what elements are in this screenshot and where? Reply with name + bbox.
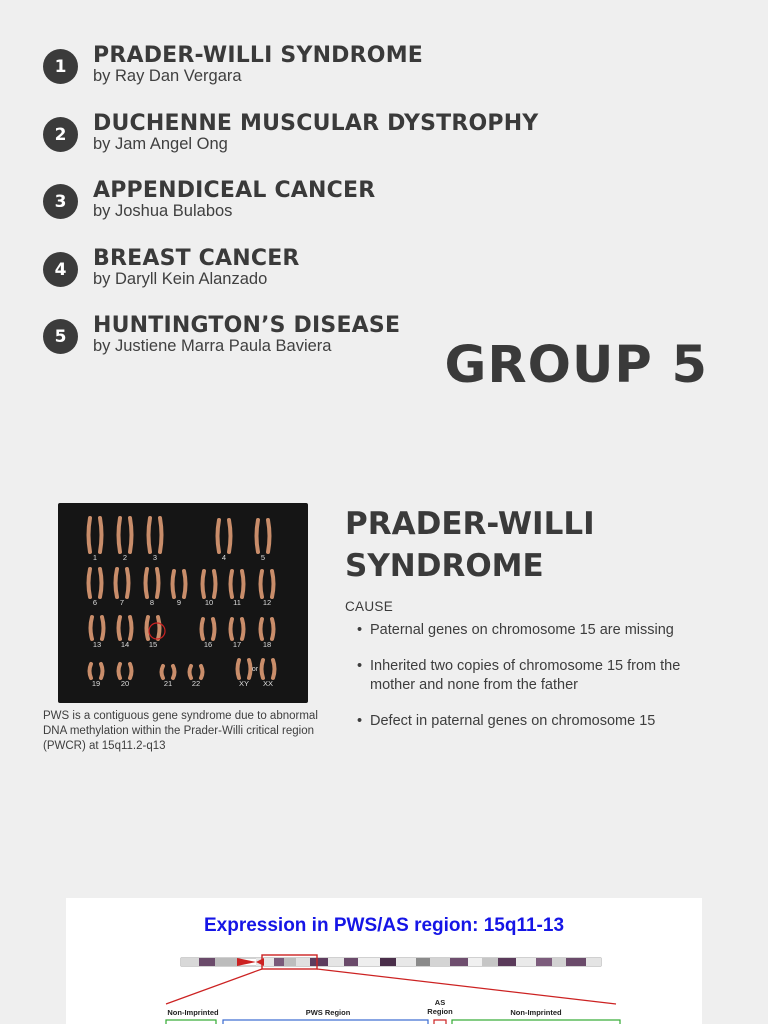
chromosome-shape xyxy=(130,664,132,678)
chromosome-label: 6 xyxy=(92,598,98,607)
chromosome-shape xyxy=(149,518,151,552)
chromosome-shape xyxy=(101,664,103,678)
topic-title: BREAST CANCER xyxy=(93,246,300,271)
topic-number-badge: 5 xyxy=(43,319,78,354)
chromosome-shape xyxy=(231,619,233,639)
chromosome-shape xyxy=(218,520,220,552)
chromosome-label: 13 xyxy=(92,640,102,649)
chromosome-label: 14 xyxy=(120,640,130,649)
section-title-line: PRADER-WILLI xyxy=(345,506,595,542)
chromosome-label: 7 xyxy=(119,598,125,607)
chromosome-shape xyxy=(100,569,102,597)
chromosome-label: 1 xyxy=(92,553,98,562)
section-title xyxy=(345,503,725,587)
chromosome-shape xyxy=(201,666,203,678)
chromosome-shape xyxy=(257,520,259,552)
chromosome-shape xyxy=(203,571,205,597)
cause-list xyxy=(357,621,727,748)
chromosome-shape xyxy=(158,617,160,639)
chromosome-shape xyxy=(119,617,121,639)
chromosome-label: 15 xyxy=(148,640,158,649)
chromosome-shape xyxy=(119,664,121,678)
topic-number-badge: 3 xyxy=(43,184,78,219)
ideogram-bands xyxy=(181,955,601,969)
chromosome-label: XX xyxy=(262,679,274,688)
section-title-line: SYNDROME xyxy=(345,548,544,584)
topic-title: DUCHENNE MUSCULAR DYSTROPHY xyxy=(93,111,539,136)
chromosome-shape xyxy=(261,571,263,597)
chromosome-label: 12 xyxy=(262,598,272,607)
karyotype-image xyxy=(58,503,308,703)
chromosome-shape xyxy=(268,520,270,552)
chromosome-shape xyxy=(89,518,91,552)
chromosome-label: XY xyxy=(238,679,250,688)
cause-item: • Defect in paternal genes on chromosome 15 xyxy=(357,712,727,731)
chromosome-shape xyxy=(214,571,216,597)
label-pws-region: PWS Region xyxy=(305,1008,351,1017)
topic-item xyxy=(43,178,603,238)
chromosome-shape xyxy=(173,571,175,597)
topic-number-badge: 1 xyxy=(43,49,78,84)
chromosome-label: 10 xyxy=(204,598,214,607)
topic-author: by Joshua Bulabos xyxy=(93,202,233,220)
topic-number-badge: 2 xyxy=(43,117,78,152)
figure-title: Expression in PWS/AS region: 15q11-13 xyxy=(203,915,565,936)
chromosome-label: 4 xyxy=(221,553,227,562)
cause-item: • Paternal genes on chromosome 15 are missing xyxy=(357,621,727,640)
chromosome-shape xyxy=(249,660,251,678)
chromosome-shape xyxy=(116,569,118,597)
chromosome-shape xyxy=(273,660,275,678)
cause-label: CAUSE xyxy=(345,599,394,614)
chromosome-label: 20 xyxy=(120,679,130,688)
chromosome-ideogram xyxy=(66,898,702,1024)
chromosome-label: 16 xyxy=(203,640,213,649)
chromosome-shape xyxy=(89,569,91,597)
chromosome-label: 8 xyxy=(149,598,155,607)
chromosome-shape xyxy=(127,569,129,597)
chromosome-shape xyxy=(229,520,231,552)
chromosome-label: 2 xyxy=(122,553,128,562)
expression-figure xyxy=(66,898,702,1024)
chromosome-shape xyxy=(173,666,175,678)
topic-author: by Jam Angel Ong xyxy=(93,135,228,153)
topic-title: HUNTINGTON’S DISEASE xyxy=(93,313,401,338)
chromosome-shape xyxy=(91,617,93,639)
chromosome-shape xyxy=(90,664,92,678)
chromosome-shape xyxy=(238,660,240,678)
label-non-imprinted-left: Non-Imprinted xyxy=(167,1008,219,1017)
topic-title: APPENDICEAL CANCER xyxy=(93,178,376,203)
chromosome-shape xyxy=(213,619,215,639)
chromosome-shape xyxy=(202,619,204,639)
topic-item xyxy=(43,43,603,103)
topic-title: PRADER-WILLI SYNDROME xyxy=(93,43,424,68)
topic-author: by Ray Dan Vergara xyxy=(93,67,242,85)
chromosome-shape xyxy=(102,617,104,639)
cause-item: • Inherited two copies of chromosome 15 from the mother and none from the father xyxy=(357,657,727,695)
topic-number-badge: 4 xyxy=(43,252,78,287)
label-non-imprinted-right: Non-Imprinted xyxy=(510,1008,562,1017)
chromosome-label: 18 xyxy=(262,640,272,649)
topic-author: by Daryll Kein Alanzado xyxy=(93,270,268,288)
chromosome-shape xyxy=(160,518,162,552)
topic-item xyxy=(43,246,603,306)
label-as-region: AS Region xyxy=(427,998,453,1016)
chromosome-shape xyxy=(272,571,274,597)
chromosome-shape xyxy=(262,660,264,678)
chromosome-label: 17 xyxy=(232,640,242,649)
chromosome-label: 19 xyxy=(91,679,101,688)
chromosome-shape xyxy=(242,571,244,597)
topic-author: by Justiene Marra Paula Baviera xyxy=(93,337,332,355)
group-title: GROUP 5 xyxy=(444,336,708,395)
chromosome-label: 3 xyxy=(152,553,158,562)
chromosome-label: 11 xyxy=(233,598,241,607)
chromosome-shape xyxy=(100,518,102,552)
topic-item xyxy=(43,111,603,171)
chromosome-shape xyxy=(272,619,274,639)
chromosome-shape xyxy=(157,569,159,597)
chromosome-shape xyxy=(147,617,149,639)
karyotype-figure xyxy=(58,503,308,703)
chromosome-shape xyxy=(130,617,132,639)
karyotype-caption: PWS is a contiguous gene syndrome due to abnormal DNA methylation within the Prader-Willi critical region (PWCR) at 15q11.2-q13 xyxy=(43,710,318,752)
chromosome-shape xyxy=(162,666,164,678)
chromosome-shape xyxy=(184,571,186,597)
chromosome-shape xyxy=(190,666,192,678)
chromosome-label: 5 xyxy=(260,553,266,562)
chromosome-label: 22 xyxy=(191,679,201,688)
chromosome-label: 21 xyxy=(163,679,173,688)
chromosome-shape xyxy=(231,571,233,597)
chromosome-shape xyxy=(261,619,263,639)
chromosome-shape xyxy=(242,619,244,639)
chromosome-label: 9 xyxy=(176,598,182,607)
chromosome-shape xyxy=(130,518,132,552)
chromosome-shape xyxy=(119,518,121,552)
chromosome-shape xyxy=(146,569,148,597)
chromosome-label: or xyxy=(251,666,259,673)
